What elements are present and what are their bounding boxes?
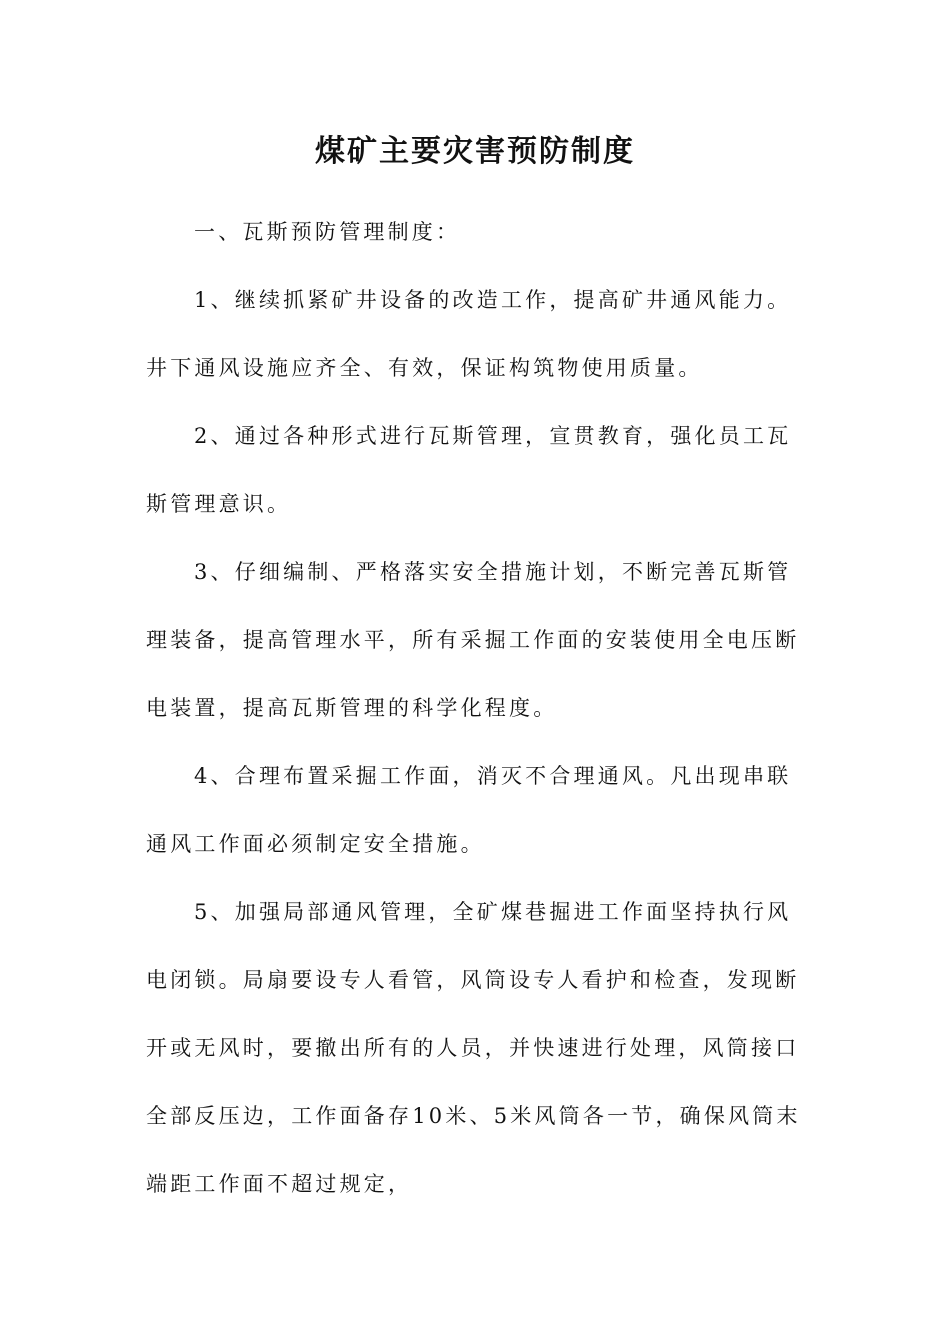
- paragraph-2: 2、通过各种形式进行瓦斯管理，宣贯教育，强化员工瓦斯管理意识。: [146, 424, 792, 516]
- paragraph-4: 4、合理布置采掘工作面，消灭不合理通风。凡出现串联通风工作面必须制定安全措施。: [146, 764, 792, 856]
- document-body: [146, 198, 810, 1218]
- paragraph-1: 1、继续抓紧矿井设备的改造工作，提高矿井通风能力。井下通风设施应齐全、有效，保证构筑物使用质量。: [146, 288, 792, 380]
- section-heading: 一、瓦斯预防管理制度：: [194, 220, 461, 244]
- paragraph-5: 5、加强局部通风管理，全矿煤巷掘进工作面坚持执行风电闭锁。局扇要设专人看管，风筒设专人看护和检查，发现断开或无风时，要撤出所有的人员，并快速进行处理，风筒接口全部反压边，工作面备存10米、5米风筒各一节，确保风筒末端距工作面不超过规定，: [146, 900, 801, 1196]
- paragraph-3: 3、仔细编制、严格落实安全措施计划，不断完善瓦斯管理装备，提高管理水平，所有采掘工作面的安装使用全电压断电装置，提高瓦斯管理的科学化程度。: [146, 560, 800, 720]
- document-title: 煤矿主要灾害预防制度: [315, 134, 635, 169]
